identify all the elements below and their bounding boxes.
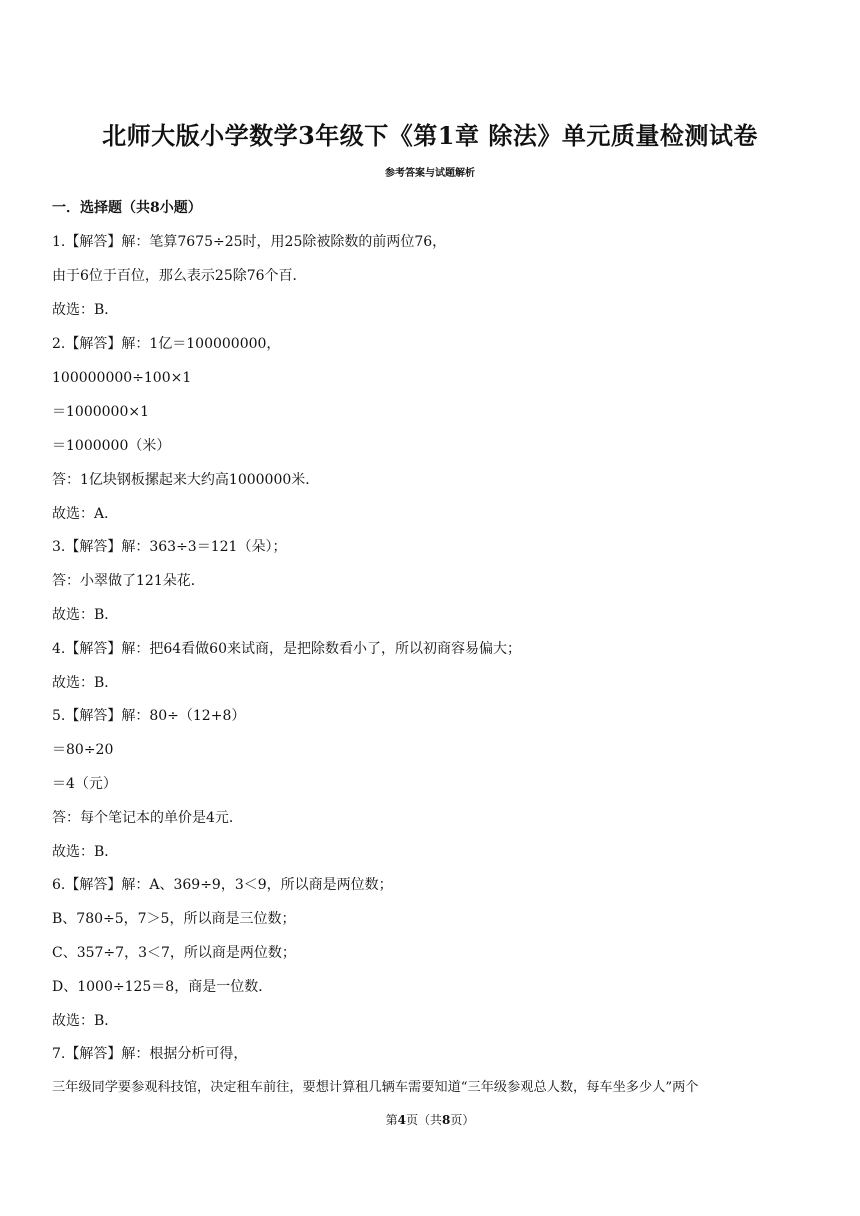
- page-title: 北师大版小学数学3年级下《第1章 除法》单元质量检测试卷: [102, 121, 758, 150]
- footer-current-page: 4: [397, 1113, 406, 1127]
- answer-line: ＝4（元）: [52, 776, 117, 792]
- answer-line: 5.【解答】解：80÷（12+8）: [52, 708, 246, 724]
- section-heading: 一．选择题（共8小题）: [52, 200, 202, 216]
- answer-line: 故选：B．: [52, 1013, 119, 1029]
- footer-prefix: 第: [385, 1113, 398, 1127]
- answer-line: 由于6位于百位，那么表示25除76个百．: [52, 268, 307, 284]
- footer-middle: 页（共: [405, 1113, 442, 1127]
- page-footer: [0, 1111, 860, 1128]
- answer-line: 7.【解答】解：根据分析可得，: [52, 1046, 248, 1062]
- answer-line: 故选：B．: [52, 607, 119, 623]
- page-subtitle: 参考答案与试题解析: [385, 168, 475, 179]
- answer-line: ＝1000000（米）: [52, 438, 171, 454]
- answer-line: 答：小翠做了121朵花．: [52, 573, 205, 589]
- answer-line: 答：1亿块钢板摞起来大约高1000000米．: [52, 472, 320, 488]
- answer-line: D、1000÷125＝8，商是一位数．: [52, 979, 273, 995]
- answer-line: 6.【解答】解：A、369÷9，3＜9，所以商是两位数；: [52, 877, 393, 893]
- answer-line: C、357÷7，3＜7，所以商是两位数；: [52, 945, 296, 961]
- answer-line: ＝1000000×1: [52, 404, 149, 420]
- answer-line: 4.【解答】解：把64看做60来试商，是把除数看小了，所以初商容易偏大；: [52, 641, 521, 657]
- answer-line: 1.【解答】解：笔算7675÷25时，用25除被除数的前两位76，: [52, 234, 447, 250]
- answer-line: 故选：A．: [52, 506, 119, 522]
- answer-line: 三年级同学要参观科技馆，决定租车前往，要想计算租几辆车需要知道“三年级参观总人数，每车坐多少人”两个: [52, 1080, 699, 1095]
- answer-line: ＝80÷20: [52, 742, 114, 758]
- footer-total-pages: 8: [442, 1113, 451, 1127]
- answer-line: 3.【解答】解：363÷3＝121（朵）；: [52, 539, 287, 555]
- answer-line: 故选：B．: [52, 675, 119, 691]
- answer-line: 故选：B．: [52, 844, 119, 860]
- answer-line: 2.【解答】解：1亿＝100000000，: [52, 336, 281, 352]
- answer-line: B、780÷5，7＞5，所以商是三位数；: [52, 911, 296, 927]
- answer-line: 100000000÷100×1: [52, 370, 192, 386]
- footer-suffix: 页）: [450, 1113, 475, 1127]
- answer-line: 故选：B．: [52, 302, 119, 318]
- answer-line: 答：每个笔记本的单价是4元．: [52, 810, 243, 826]
